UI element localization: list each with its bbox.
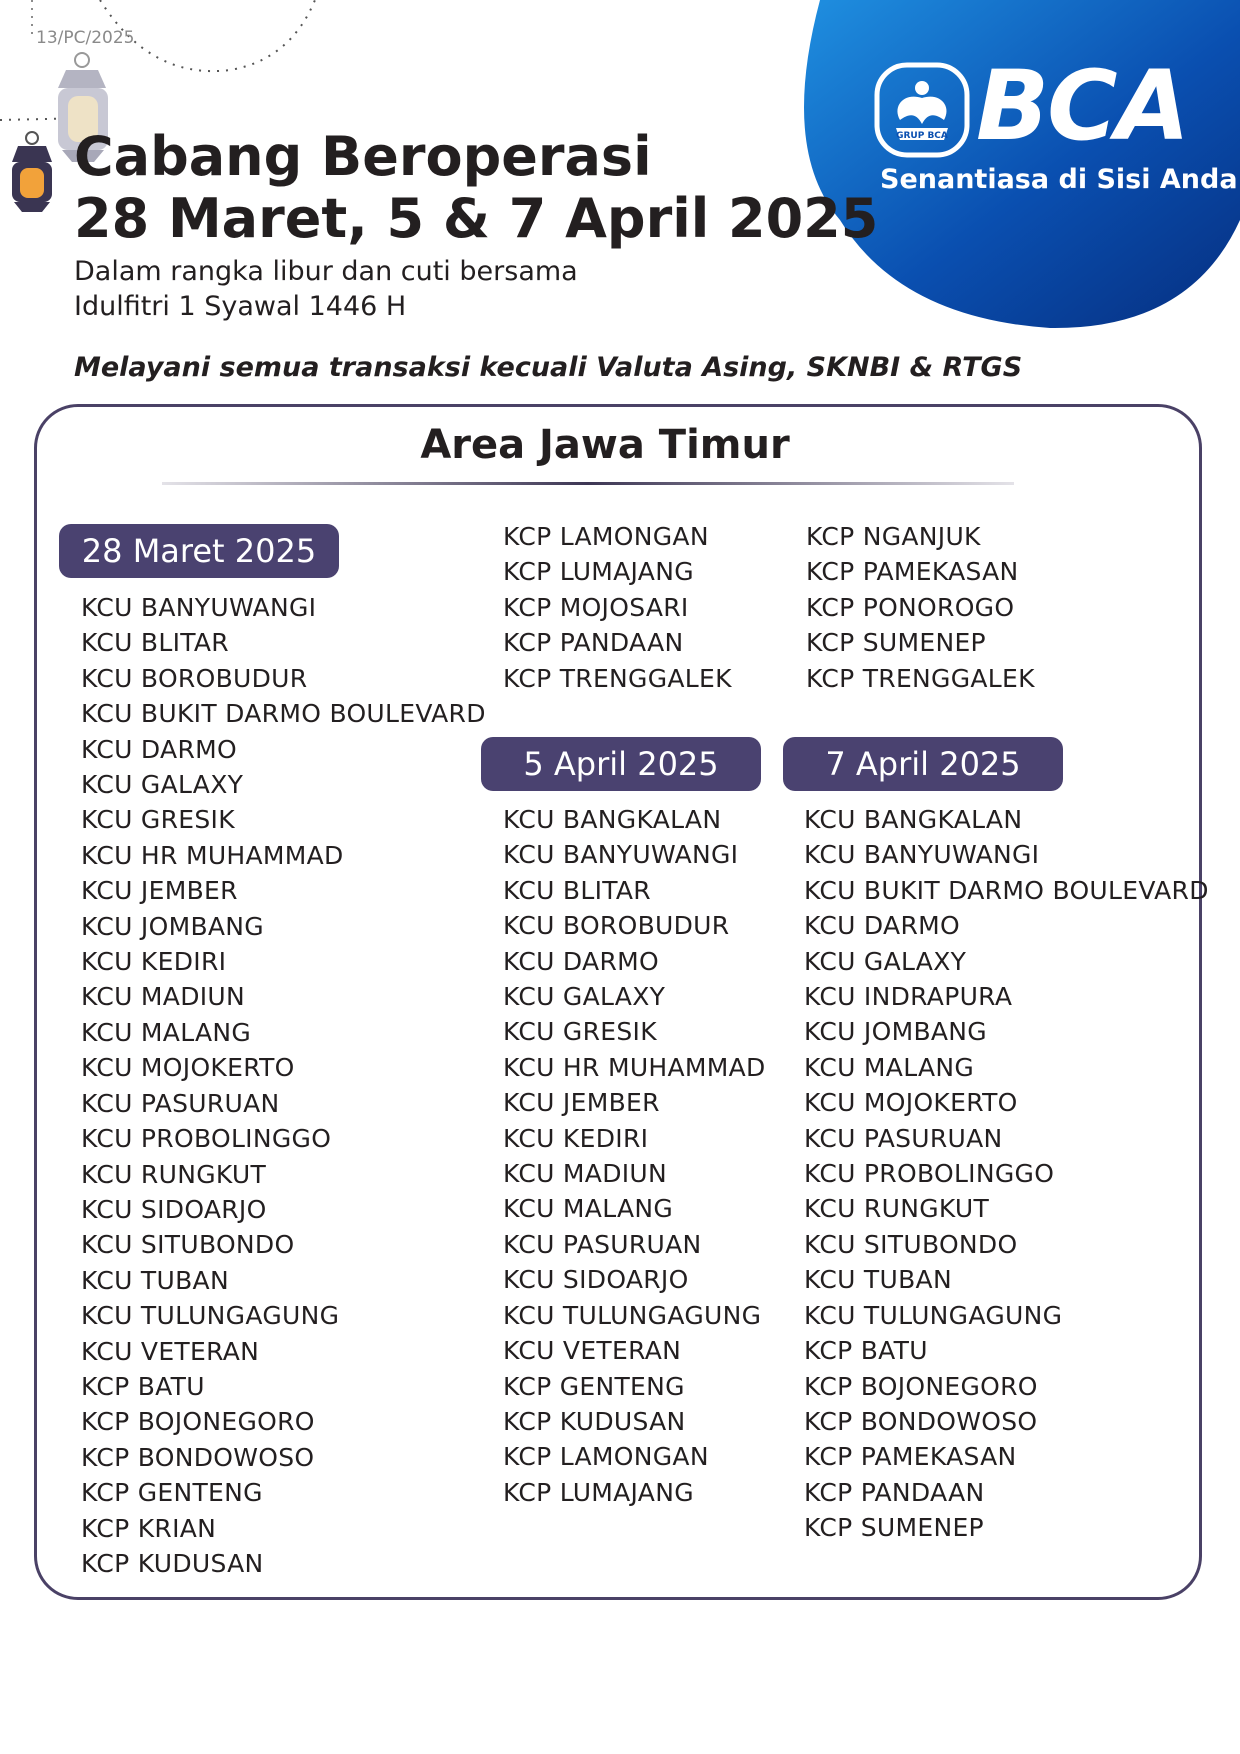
list-item: KCU MALANG [503, 1194, 674, 1224]
list-item: KCU BOROBUDUR [81, 663, 308, 693]
list-item: KCP PANDAAN [503, 628, 684, 658]
list-item: KCU RUNGKUT [81, 1159, 267, 1189]
bca-tagline: Senantiasa di Sisi Anda [880, 164, 1238, 195]
list-item: KCU BANGKALAN [503, 805, 722, 834]
date-badge-7-april: 7 April 2025 [783, 737, 1063, 791]
subtitle-line-2: Idulfitri 1 Syawal 1446 H [74, 291, 407, 322]
list-item: KCP PAMEKASAN [806, 557, 1019, 587]
list-item: KCU INDRAPURA [804, 982, 1013, 1012]
list-item: KCU KEDIRI [503, 1123, 649, 1153]
list-item: KCU PROBOLINGGO [804, 1159, 1055, 1189]
list-item: KCU MALANG [81, 1017, 252, 1047]
list-item: KCP TRENGGALEK [806, 663, 1035, 693]
service-note: Melayani semua transaksi kecuali Valuta Asing, SKNBI & RTGS [74, 352, 1023, 383]
list-item: KCU JOMBANG [804, 1017, 987, 1047]
branch-list-7-april [804, 802, 1209, 1546]
list-item: KCU GALAXY [81, 770, 244, 800]
list-item: KCU KEDIRI [81, 947, 227, 977]
bca-emblem-icon [874, 62, 970, 158]
list-item: KCU SIDOARJO [81, 1194, 267, 1224]
page-subtitle [74, 254, 578, 324]
list-item: KCU TUBAN [804, 1265, 952, 1295]
list-item: KCU BANGKALAN [804, 805, 1023, 834]
date-badge-28-maret: 28 Maret 2025 [59, 524, 339, 578]
branch-list-5-april [503, 802, 766, 1510]
list-item: KCP TRENGGALEK [503, 663, 732, 693]
branch-list-28-maret-col2 [503, 519, 732, 696]
list-item: KCU TUBAN [81, 1265, 229, 1295]
list-item: KCU MOJOKERTO [804, 1088, 1018, 1118]
list-item: KCU PROBOLINGGO [81, 1124, 332, 1154]
bca-wordmark: BCA [976, 50, 1188, 162]
list-item: KCU BUKIT DARMO BOULEVARD [804, 875, 1209, 905]
list-item: KCU PASURUAN [81, 1088, 280, 1118]
list-item: KCP PANDAAN [804, 1477, 985, 1507]
list-item: KCU BLITAR [503, 875, 651, 905]
list-item: KCP SUMENEP [804, 1513, 984, 1543]
list-item: KCP BONDOWOSO [81, 1442, 315, 1472]
list-item: KCU PASURUAN [804, 1123, 1003, 1153]
list-item: KCU MADIUN [81, 982, 246, 1012]
list-item: KCU GALAXY [503, 982, 666, 1012]
list-item: KCP KUDUSAN [81, 1548, 264, 1578]
list-item: KCU SITUBONDO [804, 1229, 1018, 1259]
list-item: KCU DARMO [804, 911, 960, 941]
list-item: KCP GENTENG [503, 1371, 685, 1401]
page-title [74, 126, 878, 250]
list-item: KCP BOJONEGORO [804, 1371, 1038, 1401]
list-item: KCU BUKIT DARMO BOULEVARD [81, 699, 486, 729]
list-item: KCU BOROBUDUR [503, 911, 730, 941]
branch-list-28-maret-col1 [81, 590, 486, 1581]
list-item: KCP LUMAJANG [503, 1477, 694, 1507]
list-item: KCU MOJOKERTO [81, 1053, 295, 1083]
list-item: KCU SITUBONDO [81, 1230, 295, 1260]
list-item: KCP LAMONGAN [503, 1442, 709, 1472]
list-item: KCU VETERAN [503, 1336, 682, 1366]
list-item: KCP GENTENG [81, 1478, 263, 1508]
list-item: KCU TULUNGAGUNG [804, 1300, 1063, 1330]
list-item: KCP BATU [804, 1336, 928, 1366]
list-item: KCP BATU [81, 1371, 205, 1401]
list-item: KCU BANYUWANGI [81, 593, 317, 622]
list-item: KCU RUNGKUT [804, 1194, 990, 1224]
list-item: KCP LAMONGAN [503, 522, 709, 551]
list-item: KCP MOJOSARI [503, 592, 689, 622]
list-item: KCP PAMEKASAN [804, 1442, 1017, 1472]
list-item: KCU JEMBER [503, 1088, 660, 1118]
list-item: KCU GRESIK [81, 805, 235, 835]
list-item: KCU GRESIK [503, 1017, 657, 1047]
list-item: KCU VETERAN [81, 1336, 260, 1366]
title-divider [162, 482, 1014, 485]
list-item: KCU DARMO [503, 946, 659, 976]
list-item: KCU BLITAR [81, 628, 229, 658]
list-item: KCU BANYUWANGI [503, 840, 739, 870]
list-item: KCU DARMO [81, 734, 237, 764]
list-item: KCU TULUNGAGUNG [503, 1300, 762, 1330]
list-item: KCU TULUNGAGUNG [81, 1301, 340, 1331]
title-line-1: Cabang Beroperasi [74, 125, 652, 188]
subtitle-line-1: Dalam rangka libur dan cuti bersama [74, 256, 578, 287]
list-item: KCU BANYUWANGI [804, 840, 1040, 870]
reference-code: 13/PC/2025 [36, 28, 135, 48]
emblem-text: GRUP BCA [896, 131, 948, 141]
list-item: KCP LUMAJANG [503, 557, 694, 587]
date-badge-5-april: 5 April 2025 [481, 737, 761, 791]
list-item: KCU HR MUHAMMAD [81, 840, 344, 870]
area-title: Area Jawa Timur [420, 422, 790, 468]
list-item: KCP KUDUSAN [503, 1406, 686, 1436]
list-item: KCU PASURUAN [503, 1229, 702, 1259]
list-item: KCU GALAXY [804, 946, 967, 976]
list-item: KCP BONDOWOSO [804, 1406, 1038, 1436]
title-line-2: 28 Maret, 5 & 7 April 2025 [74, 187, 879, 250]
list-item: KCU SIDOARJO [503, 1265, 689, 1295]
list-item: KCP KRIAN [81, 1513, 217, 1543]
list-item: KCU MADIUN [503, 1159, 668, 1189]
list-item: KCU JEMBER [81, 876, 238, 906]
list-item: KCP SUMENEP [806, 628, 986, 658]
list-item: KCP NGANJUK [806, 522, 981, 551]
list-item: KCU JOMBANG [81, 911, 264, 941]
branch-list-28-maret-col3 [806, 519, 1035, 696]
list-item: KCP PONOROGO [806, 592, 1015, 622]
list-item: KCU HR MUHAMMAD [503, 1052, 766, 1082]
list-item: KCP BOJONEGORO [81, 1407, 315, 1437]
list-item: KCU MALANG [804, 1052, 975, 1082]
